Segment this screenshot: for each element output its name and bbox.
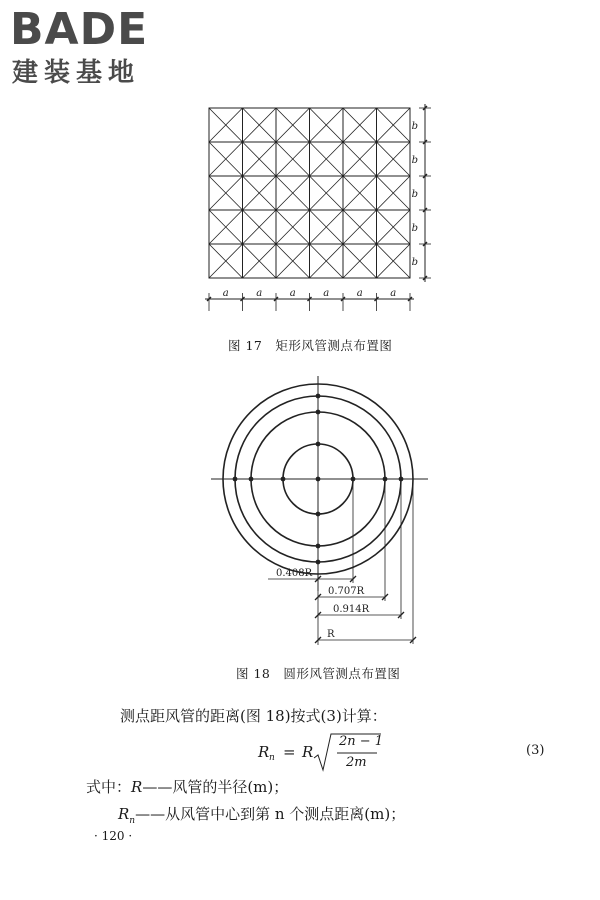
logo-subtitle: 建装基地 [12,58,141,88]
measurement-point [249,477,254,482]
dim-label-b: b [411,155,418,166]
dimension-label: 0.408R [276,568,313,579]
dimension-label: 0.707R [328,586,365,597]
figure-18-caption: 图 18 圆形风管测点布置图 [236,666,401,681]
definition-r-symbol: R [131,778,143,796]
eq-lhs: R [258,743,270,761]
dim-label-a: a [256,288,263,299]
dimension-label: R [327,629,335,640]
dimension-label: 0.914R [333,604,370,615]
definition-rn-sub: n [129,816,136,826]
measurement-point [316,442,321,447]
figure-17-caption: 图 17 矩形风管测点布置图 [228,338,393,353]
dim-label-a: a [289,288,296,299]
definition-r [86,776,288,797]
intro-text: 测点距风管的距离(图 18)按式(3)计算： [120,707,387,725]
page-number: · 120 · [94,829,133,843]
measurement-point [281,477,286,482]
measurement-point [233,477,238,482]
definition-rn-symbol: R [118,805,130,823]
eq-equals: = [283,743,296,761]
dim-label-b: b [411,121,418,132]
measurement-point [316,394,321,399]
definition-prefix: 式中： [86,778,132,796]
eq-numerator: 2n − 1 [339,734,384,749]
logo-wordmark: BADE [10,4,149,55]
definition-rn-text: ——从风管中心到第 n 个测点距离(m)； [135,805,406,823]
dim-label-a: a [222,288,229,299]
dim-label-b: b [411,223,418,234]
dim-label-b: b [411,189,418,200]
eq-radius: R [302,743,314,761]
definition-r-text: ——风管的半径(m)； [142,778,289,796]
dim-label-a: a [356,288,363,299]
dim-label-a: a [390,288,397,299]
equation-number: (3) [526,743,545,758]
dim-label-b: b [411,257,418,268]
eq-denominator: 2m [346,755,367,770]
dim-label-a: a [323,288,330,299]
measurement-point [316,410,321,415]
eq-lhs-sub: n [269,753,275,763]
equation-3 [258,734,398,774]
definition-rn [118,803,405,826]
